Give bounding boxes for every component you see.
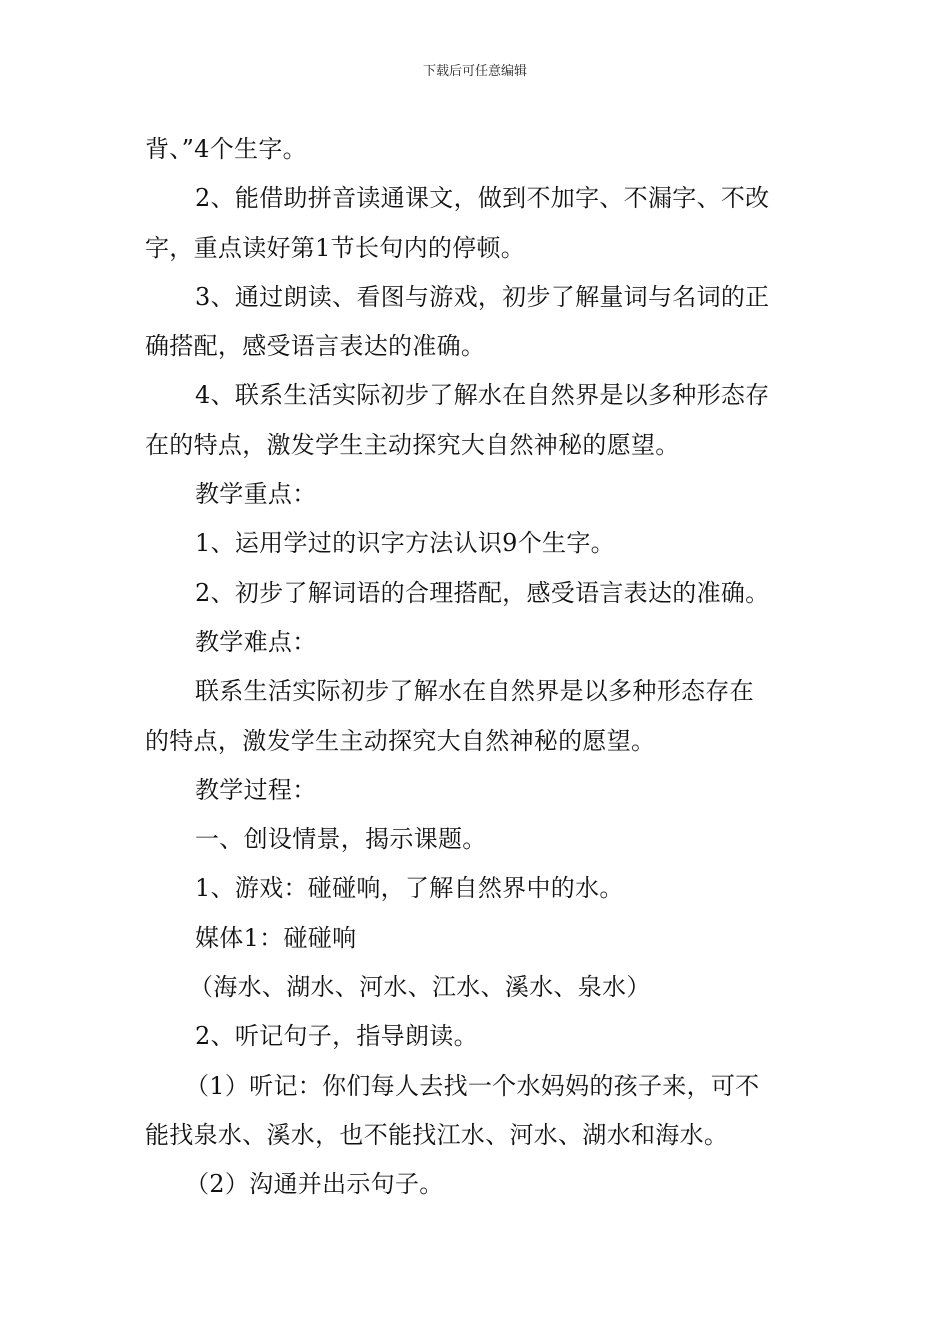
text-line: 背、”4个生字。 bbox=[145, 135, 307, 163]
text-line: 一、创设情景，揭示课题。 bbox=[195, 825, 487, 854]
text-line: 1、运用学过的识字方法认识9个生字。 bbox=[195, 529, 615, 558]
text-line: 4、联系生活实际初步了解水在自然界是以多种形态存 bbox=[195, 381, 770, 410]
section-heading: 教学难点： bbox=[195, 627, 317, 656]
document-body bbox=[145, 125, 807, 1210]
text-line: （海水、湖水、河水、江水、溪水、泉水） bbox=[189, 973, 651, 1002]
text-line: 媒体1：碰碰响 bbox=[195, 923, 357, 952]
text-line: 能找泉水、溪水，也不能找江水、河水、湖水和海水。 bbox=[145, 1120, 729, 1149]
text-line: 1、游戏：碰碰响，了解自然界中的水。 bbox=[195, 874, 624, 903]
text-line: 3、通过朗读、看图与游戏，初步了解量词与名词的正 bbox=[195, 282, 770, 311]
text-line: 2、初步了解词语的合理搭配，感受语言表达的准确。 bbox=[195, 578, 770, 607]
text-line: 联系生活实际初步了解水在自然界是以多种形态存在 bbox=[195, 677, 754, 706]
text-line: 2、听记句子，指导朗读。 bbox=[195, 1022, 478, 1051]
text-line: 字，重点读好第1节长句内的停顿。 bbox=[145, 233, 526, 262]
page-header: 下载后可任意编辑 bbox=[422, 64, 527, 79]
section-heading: 教学重点： bbox=[195, 480, 317, 509]
text-line: 的特点，激发学生主动探究大自然神秘的愿望。 bbox=[145, 726, 656, 755]
text-line: 确搭配，感受语言表达的准确。 bbox=[145, 332, 486, 361]
section-heading: 教学过程： bbox=[195, 775, 317, 804]
text-line: （2）沟通并出示句子。 bbox=[185, 1170, 444, 1199]
text-line: （1）听记：你们每人去找一个水妈妈的孩子来，可不 bbox=[185, 1071, 760, 1100]
text-line: 2、能借助拼音读通课文，做到不加字、不漏字、不改 bbox=[195, 184, 770, 213]
text-line: 在的特点，激发学生主动探究大自然神秘的愿望。 bbox=[145, 430, 680, 459]
